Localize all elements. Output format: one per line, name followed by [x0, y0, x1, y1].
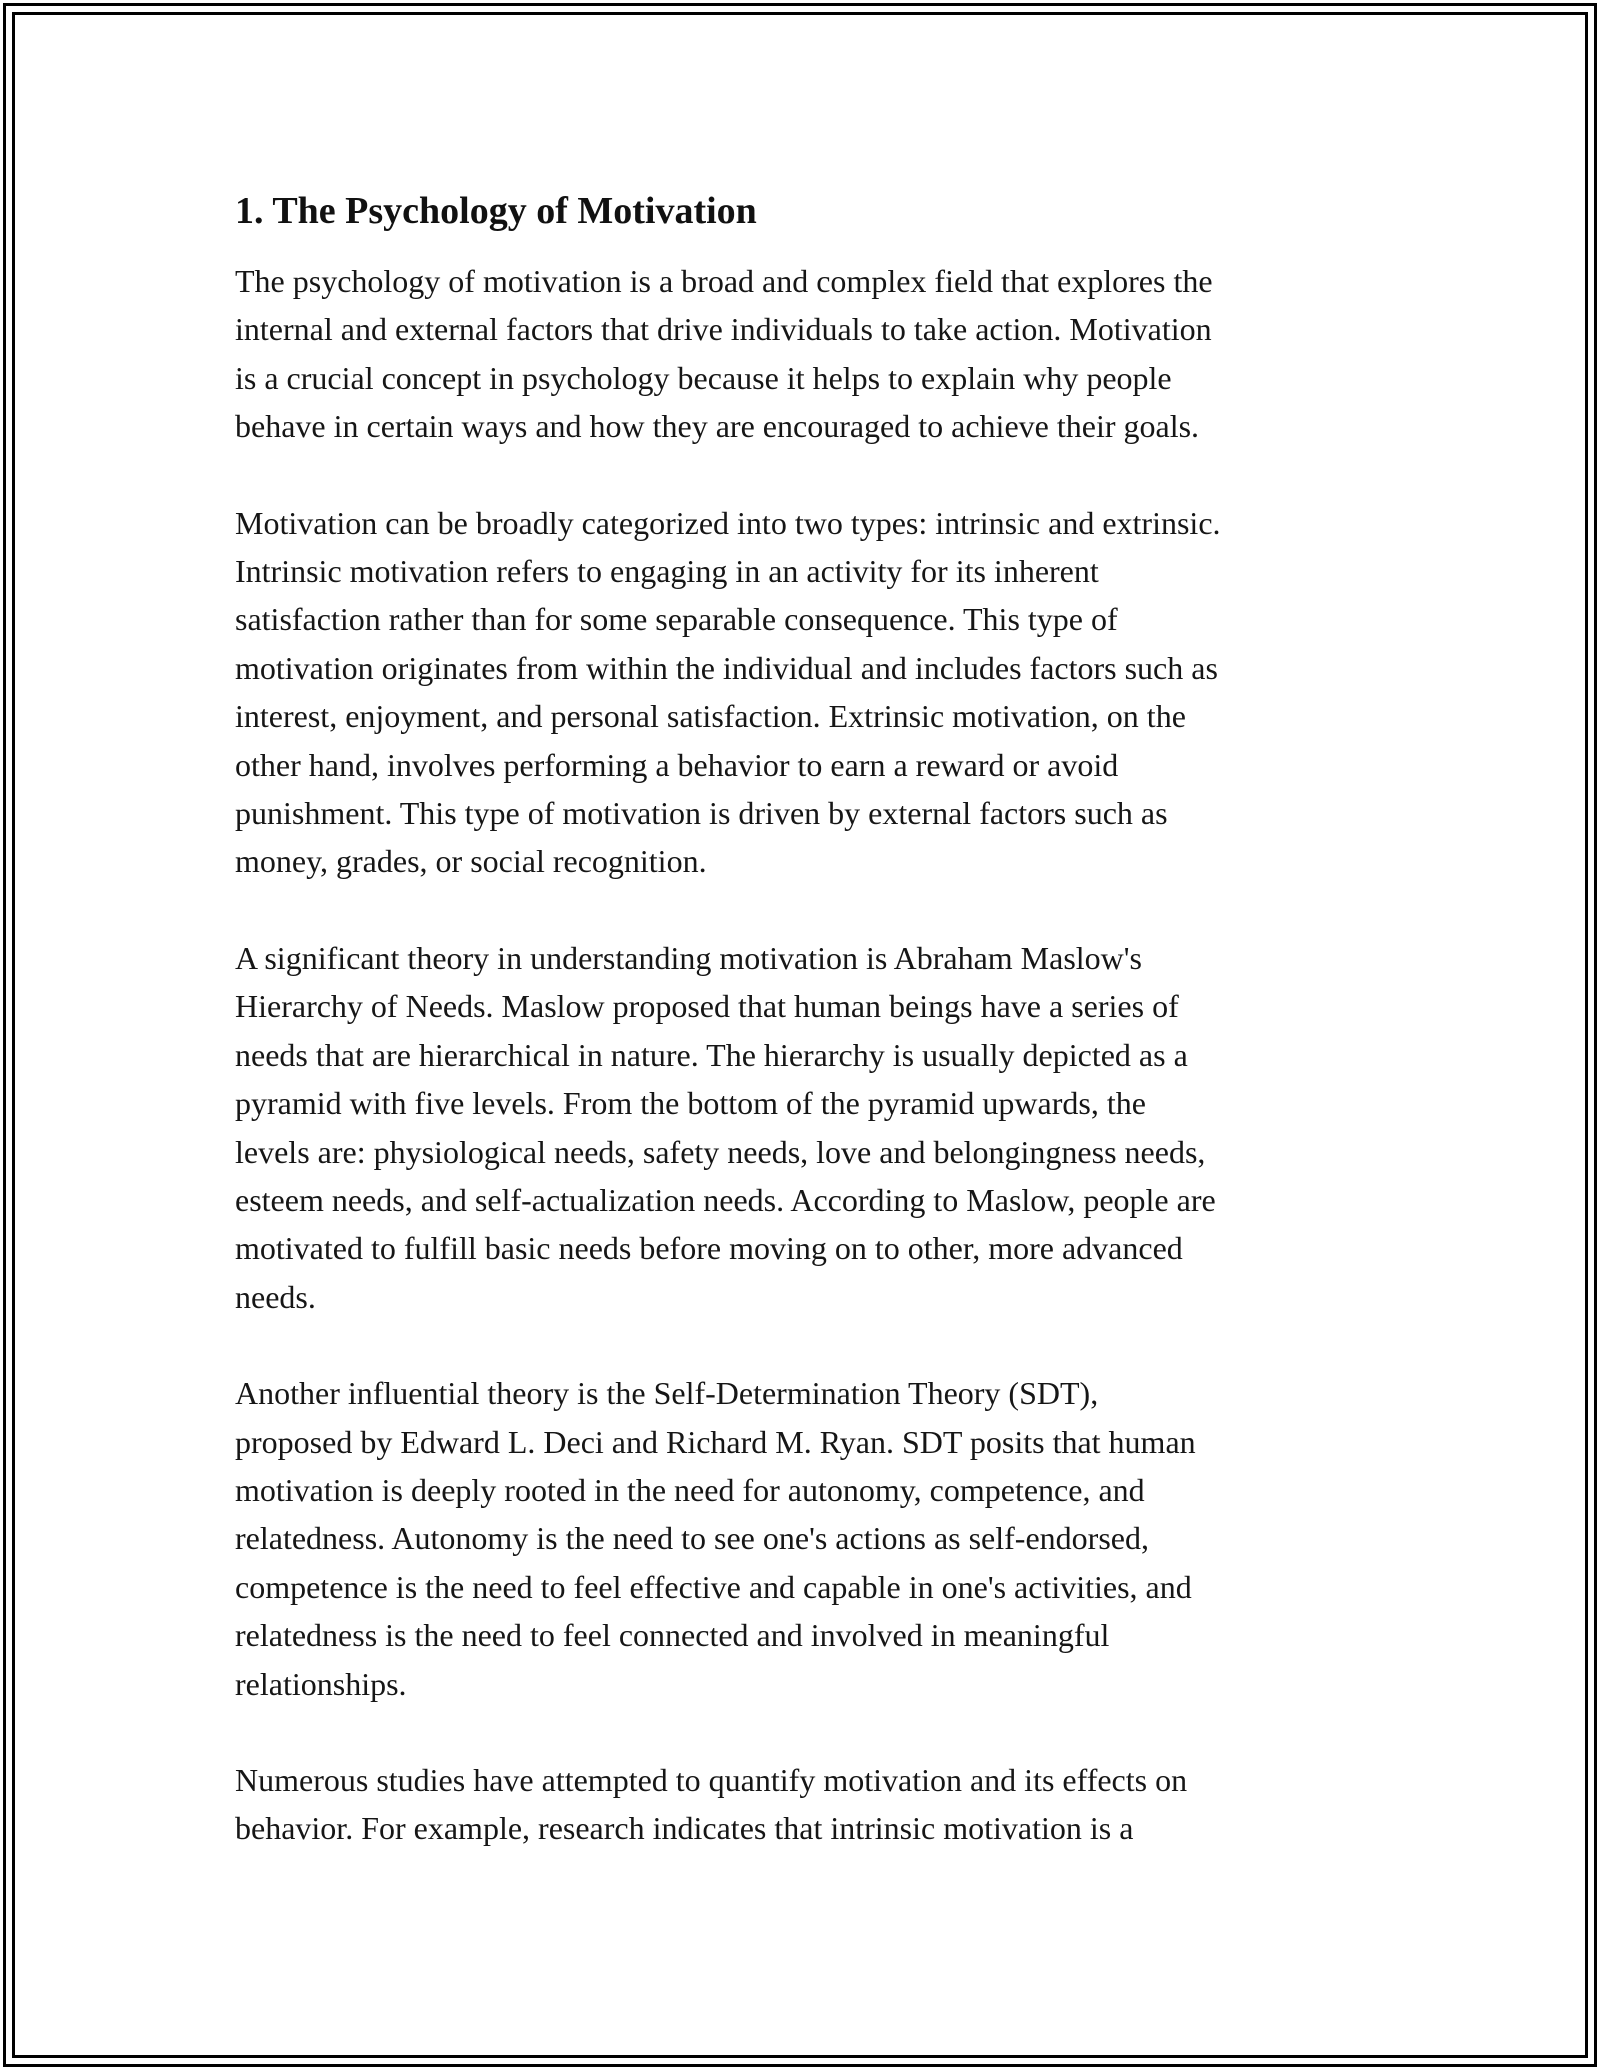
text-line: A significant theory in understanding motivation is Abraham Maslow's — [235, 939, 1142, 976]
document-body — [235, 185, 1370, 1901]
text-line: needs that are hierarchical in nature. The hierarchy is usually depicted as a — [235, 1036, 1188, 1073]
text-line: relationships. — [235, 1665, 407, 1702]
text-line: needs. — [235, 1278, 316, 1315]
text-line: Motivation can be broadly categorized into two types: intrinsic and extrinsic. — [235, 504, 1221, 541]
text-line: satisfaction rather than for some separable consequence. This type of — [235, 601, 1118, 638]
text-line: motivated to fulfill basic needs before moving on to other, more advanced — [235, 1230, 1183, 1267]
text-line: Numerous studies have attempted to quantify motivation and its effects on — [235, 1761, 1188, 1798]
text-line: internal and external factors that drive individuals to take action. Motivation — [235, 311, 1212, 348]
text-line: relatedness. Autonomy is the need to see one's actions as self-endorsed, — [235, 1520, 1149, 1557]
text-line: levels are: physiological needs, safety needs, love and belongingness needs, — [235, 1133, 1206, 1170]
text-line: behavior. For example, research indicates that intrinsic motivation is a — [235, 1810, 1134, 1847]
text-line: interest, enjoyment, and personal satisfaction. Extrinsic motivation, on the — [235, 698, 1186, 735]
text-line: punishment. This type of motivation is driven by external factors such as — [235, 795, 1168, 832]
text-line: esteem needs, and self-actualization needs. According to Maslow, people are — [235, 1181, 1216, 1218]
text-line: pyramid with five levels. From the bottom of the pyramid upwards, the — [235, 1085, 1146, 1122]
text-line: is a crucial concept in psychology because it helps to explain why people — [235, 359, 1172, 396]
text-line: motivation originates from within the individual and includes factors such as — [235, 649, 1218, 686]
text-line: proposed by Edward L. Deci and Richard M. Ryan. SDT posits that human — [235, 1423, 1196, 1460]
body-paragraph — [235, 1756, 1370, 1853]
paragraph-list — [235, 257, 1370, 1853]
body-paragraph — [235, 934, 1370, 1321]
text-line: Intrinsic motivation refers to engaging in an activity for its inherent — [235, 553, 1099, 590]
text-line: competence is the need to feel effective and capable in one's activities, and — [235, 1568, 1192, 1605]
text-line: motivation is deeply rooted in the need for autonomy, competence, and — [235, 1471, 1145, 1508]
body-paragraph — [235, 257, 1370, 451]
body-paragraph — [235, 499, 1370, 886]
body-paragraph — [235, 1369, 1370, 1708]
text-line: relatedness is the need to feel connected and involved in meaningful — [235, 1617, 1110, 1654]
text-line: money, grades, or social recognition. — [235, 843, 707, 880]
text-line: The psychology of motivation is a broad and complex field that explores the — [235, 263, 1213, 299]
text-line: Another influential theory is the Self-Determination Theory (SDT), — [235, 1375, 1099, 1412]
section-heading: 1. The Psychology of Motivation — [235, 190, 757, 232]
text-line: other hand, involves performing a behavior to earn a reward or avoid — [235, 746, 1119, 783]
text-line: Hierarchy of Needs. Maslow proposed that human beings have a series of — [235, 988, 1179, 1025]
text-line: behave in certain ways and how they are encouraged to achieve their goals. — [235, 408, 1200, 445]
